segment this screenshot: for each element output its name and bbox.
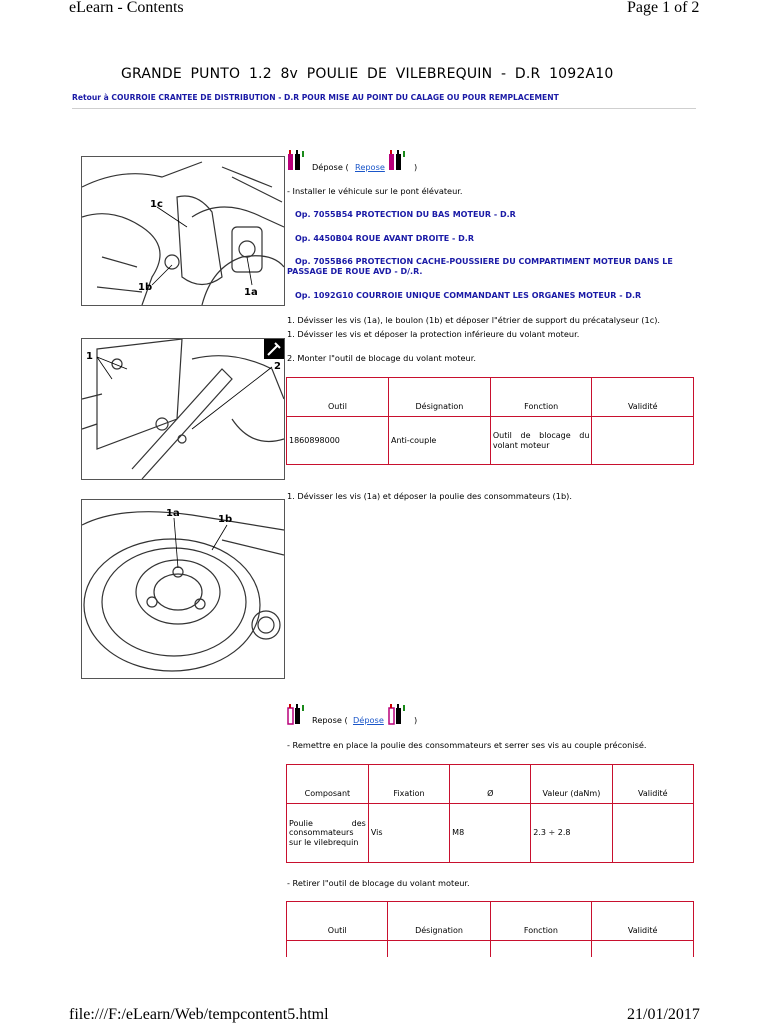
fig1-label-1a: 1a <box>244 287 258 298</box>
fig1-label-1c: 1c <box>150 199 163 210</box>
figure-precatalyst-bracket <box>81 156 285 306</box>
repose-link[interactable]: Repose <box>355 162 385 172</box>
tool-table-2-row <box>287 941 694 958</box>
retour-link[interactable]: Retour à COURROIE CRANTEE DE DISTRIBUTION - D.R POUR MISE AU POINT DU CALAGE OU POUR REMPLACEMENT <box>72 93 559 102</box>
op-link-4[interactable]: Op. 1092G10 COURROIE UNIQUE COMMANDANT LES ORGANES MOTEUR - D.R <box>295 291 642 300</box>
tool-table-1-header: Fonction <box>490 378 592 417</box>
tool-table-2-header: Désignation <box>388 902 490 941</box>
tool-table-2-cell <box>592 941 694 958</box>
tool-table-2-header: Outil <box>287 902 388 941</box>
step-2: 1. Dévisser les vis et déposer la protection inférieure du volant moteur. <box>287 329 580 339</box>
tool-table-2-header: Validité <box>592 902 694 941</box>
fig3-label-1a: 1a <box>166 508 180 519</box>
figure-pulley <box>81 499 285 679</box>
tool-table-1-header: Validité <box>592 378 694 417</box>
title-code: 1092A10 <box>549 66 614 82</box>
figure-flywheel-protection <box>81 338 285 480</box>
step-1: 1. Dévisser les vis (1a), le boulon (1b) et déposer l"étrier de support du précatalyseur (1c). <box>287 315 660 325</box>
op-link-1[interactable]: Op. 7055B54 PROTECTION DU BAS MOTEUR - D.R <box>295 210 516 219</box>
page-header-left: eLearn - Contents <box>69 0 184 16</box>
op-link-2[interactable]: Op. 4450B04 ROUE AVANT DROITE - D.R <box>295 234 474 243</box>
page-footer-left: file:///F:/eLearn/Web/tempcontent5.html <box>69 1006 329 1023</box>
title-model: GRANDE PUNTO <box>121 66 241 82</box>
tool-table-2-cell <box>388 941 490 958</box>
torque-table-header: Fixation <box>368 765 449 804</box>
torque-table <box>286 764 694 863</box>
tool-table-2-cell <box>490 941 592 958</box>
step-4: 1. Dévisser les vis (1a) et déposer la poulie des consommateurs (1b). <box>287 491 572 501</box>
page-header-right: Page 1 of 2 <box>627 0 700 16</box>
depose-label: Dépose ( <box>312 162 349 172</box>
depose-link[interactable]: Dépose <box>353 715 384 725</box>
tool-kit-icon <box>286 148 310 172</box>
tool-table-1-cell <box>592 417 694 465</box>
torque-table-header-row <box>287 765 694 804</box>
title-engine: 1.2 8v <box>248 66 299 82</box>
tool-table-2-cell <box>287 941 388 958</box>
torque-table-header: Valeur (daNm) <box>531 765 612 804</box>
torque-table-cell: 2.3 ÷ 2.8 <box>531 804 612 863</box>
page-footer-right: 21/01/2017 <box>627 1006 700 1023</box>
fig2-label-2: 2 <box>274 361 281 372</box>
tool-table-2 <box>286 901 694 957</box>
repose-header <box>286 702 466 730</box>
repose-close: ) <box>414 715 418 725</box>
depose-close: ) <box>414 162 418 172</box>
header-divider <box>72 108 696 109</box>
refit-line: - Remettre en place la poulie des consommateurs et serrer ses vis au couple préconisé. <box>287 740 647 750</box>
fig2-label-1: 1 <box>86 351 93 362</box>
torque-table-row <box>287 804 694 863</box>
fig3-label-1b: 1b <box>218 514 233 525</box>
tool-table-1-header: Outil <box>287 378 389 417</box>
remove-line: - Retirer l"outil de blocage du volant moteur. <box>287 878 470 888</box>
depose-header <box>286 148 466 176</box>
torque-table-header: Validité <box>612 765 693 804</box>
install-line: - Installer le véhicule sur le pont élévateur. <box>287 186 463 196</box>
tool-table-1-header: Désignation <box>388 378 490 417</box>
torque-table-cell: Poulie des consommateurs sur le vilebrequin <box>287 804 369 863</box>
torque-table-header: Ø <box>450 765 531 804</box>
tool-kit-icon-3 <box>286 702 310 726</box>
fig1-label-1b: 1b <box>138 282 153 293</box>
torque-table-cell: Vis <box>368 804 449 863</box>
repose-label: Repose ( <box>312 715 348 725</box>
torque-table-cell: M8 <box>450 804 531 863</box>
tool-table-2-header-row <box>287 902 694 941</box>
tool-table-2-header: Fonction <box>490 902 592 941</box>
page-title <box>121 66 614 82</box>
torque-table-header: Composant <box>287 765 369 804</box>
tool-table-1-row <box>287 417 694 465</box>
tool-table-1-header-row <box>287 378 694 417</box>
tool-kit-icon-4 <box>387 702 411 726</box>
tool-table-1-cell: Outil de blocage du volant moteur <box>490 417 592 465</box>
tool-kit-icon-2 <box>387 148 411 172</box>
tool-table-2-clip <box>286 901 696 957</box>
tool-table-1 <box>286 377 694 465</box>
torque-table-cell <box>612 804 693 863</box>
step-3: 2. Monter l"outil de blocage du volant moteur. <box>287 353 476 363</box>
title-operation: POULIE DE VILEBREQUIN - D.R <box>306 66 541 82</box>
tool-table-1-cell: Anti-couple <box>388 417 490 465</box>
op-link-3[interactable]: Op. 7055B66 PROTECTION CACHE-POUSSIERE DU COMPARTIMENT MOTEUR DANS LE PASSAGE DE ROUE AVD - D/.R. <box>287 257 673 276</box>
tool-table-1-cell: 1860898000 <box>287 417 389 465</box>
